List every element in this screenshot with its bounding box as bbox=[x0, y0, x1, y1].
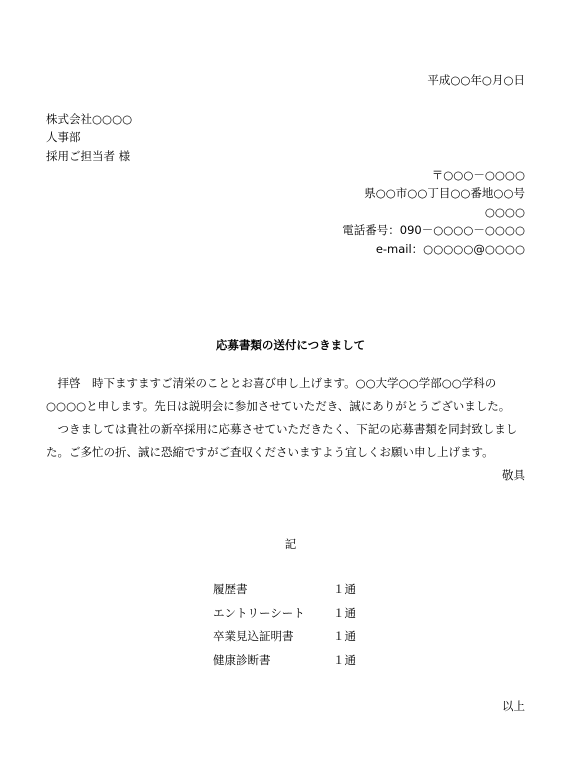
list-item bbox=[213, 605, 393, 629]
letter-body bbox=[46, 372, 526, 464]
list-item bbox=[213, 628, 393, 652]
sender-email: e-mail：○○○○○@○○○○ bbox=[375, 242, 525, 256]
recipient-department: 人事部 bbox=[46, 130, 81, 144]
sender-phone: 電話番号：090－○○○○－○○○○ bbox=[342, 223, 525, 237]
item-quantity: １通 bbox=[333, 605, 356, 620]
item-name: 健康診断書 bbox=[213, 652, 271, 667]
body-paragraph-2: つきましては貴社の新卒採用に応募させていただきたく、下記の応募書類を同封致しました。ご多忙の折、誠に恐縮ですがご査収くださいますよう宜しくお願い申し上げます。 bbox=[46, 422, 518, 459]
item-quantity: １通 bbox=[333, 629, 356, 643]
item-quantity: １通 bbox=[333, 652, 356, 667]
item-name: 履歴書 bbox=[213, 582, 248, 596]
item-name: 卒業見込証明書 bbox=[213, 629, 294, 643]
recipient-company: 株式会社○○○○ bbox=[46, 112, 133, 126]
list-item bbox=[213, 581, 393, 605]
item-quantity: １通 bbox=[333, 582, 356, 596]
ki-heading: 記 bbox=[284, 537, 297, 551]
sender-address: 県○○市○○丁目○○番地○○号 bbox=[364, 186, 525, 200]
list-item bbox=[213, 652, 393, 676]
letter-title: 応募書類の送付につきまして bbox=[215, 338, 366, 352]
enclosure-list bbox=[213, 581, 393, 675]
sender-building: ○○○○ bbox=[484, 205, 525, 219]
sender-postal: 〒○○○－○○○○ bbox=[431, 168, 525, 182]
item-name: エントリーシート bbox=[213, 605, 305, 620]
date: 平成○○年○月○日 bbox=[427, 73, 525, 87]
body-paragraph-1: 拝啓 時下ますますご清栄のこととお喜び申し上げます。○○大学○○学部○○学科の○○○○と申します。先日は説明会に参加させていただき、誠にありがとうございました。 bbox=[46, 376, 511, 413]
recipient-person: 採用ご担当者 様 bbox=[46, 149, 131, 163]
closing: 敬具 bbox=[502, 468, 525, 482]
end-mark: 以上 bbox=[502, 699, 525, 713]
